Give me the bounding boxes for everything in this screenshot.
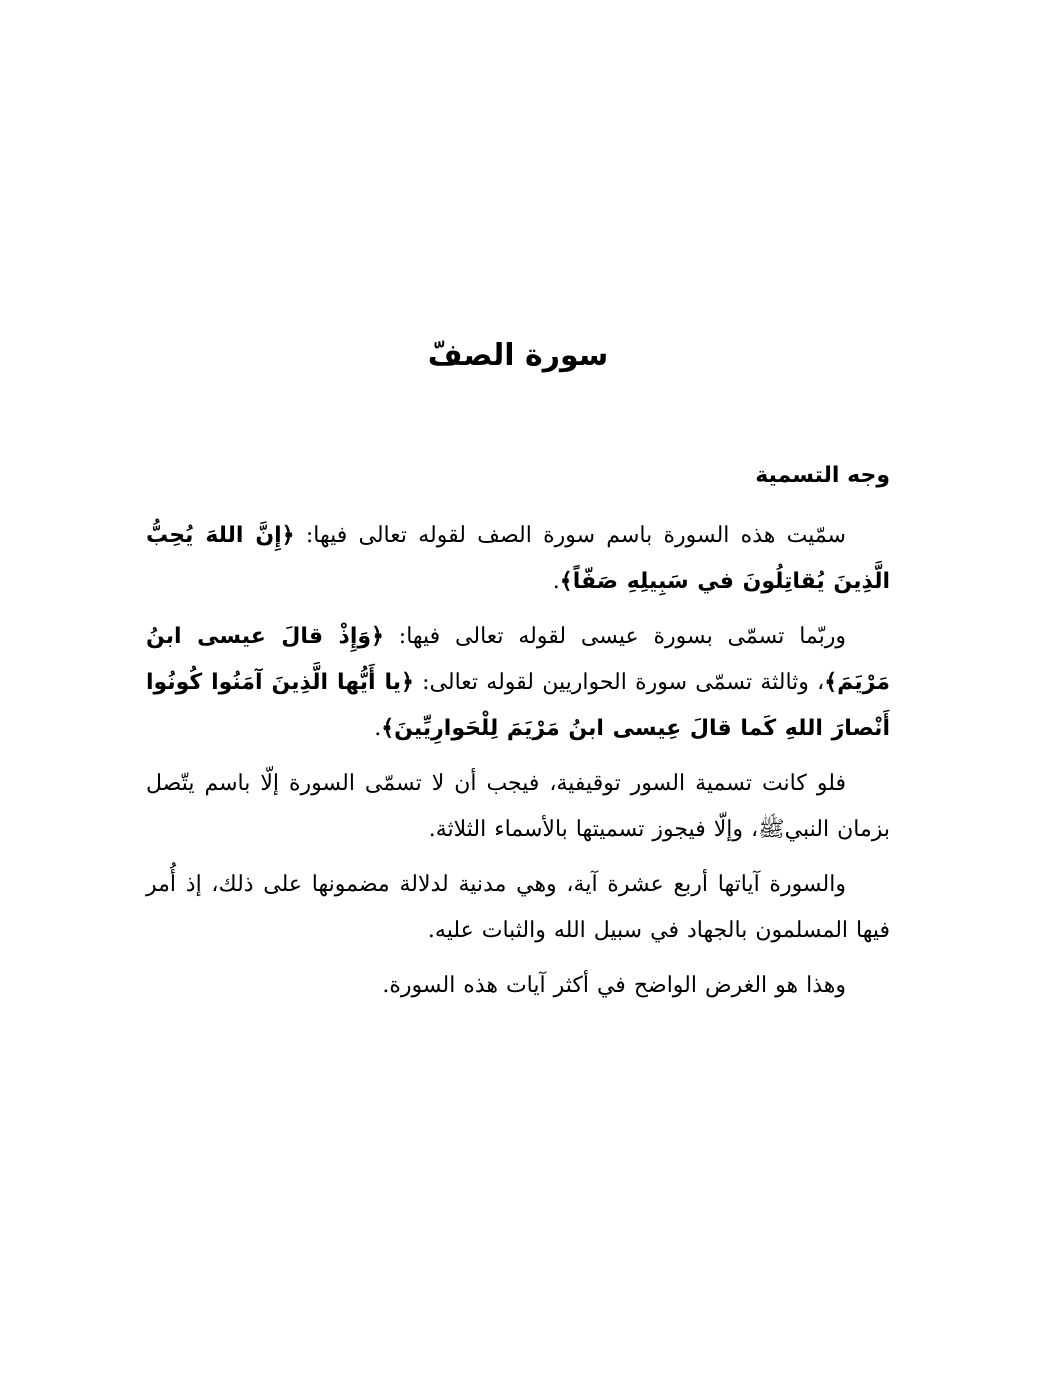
paragraph-other-names xyxy=(146,614,890,752)
document-page xyxy=(146,0,890,1395)
quran-verse: ﴿وَإِذْ قالَ عيسى ابنُ مَرْيَمَ﴾ xyxy=(146,624,890,695)
paragraph-text: . xyxy=(552,569,560,594)
paragraph-verse-count: والسورة آياتها أربع عشرة آية، وهي مدنية لدلالة مضمونها على ذلك، إذ أُمر فيها المسلمون بالجهاد في سبيل الله والثبات عليه. xyxy=(146,872,890,943)
paragraph-text: ، وثالثة تسمّى سورة الحواريين لقوله تعالى: xyxy=(413,670,825,695)
paragraph-main-purpose: وهذا هو الغرض الواضح في أكثر آيات هذه السورة. xyxy=(382,973,846,998)
paragraph-text: . xyxy=(374,716,382,741)
paragraph-text: سمّيت هذه السورة باسم سورة الصف لقوله تعالى فيها: xyxy=(294,523,846,548)
surah-title: سورة الصفّ xyxy=(427,338,609,373)
paragraph-naming-rule: فلو كانت تسمية السور توقيفية، فيجب أن لا تسمّى السورة إلّا باسم يتّصل بزمان النبيﷺ، وإلّا فيجوز تسميتها بالأسماء الثلاثة. xyxy=(146,771,890,842)
paragraph-text: وربّما تسمّى بسورة عيسى لقوله تعالى فيها: xyxy=(383,624,846,649)
body-text xyxy=(146,513,890,1018)
paragraph-naming xyxy=(146,513,890,605)
quran-verse: ﴿يا أَيُّها الَّذِينَ آمَنُوا كُونُوا أَنْصارَ اللهِ كَما قالَ عِيسى ابنُ مَرْيَمَ لِلْحَوارِيِّينَ﴾ xyxy=(146,670,890,741)
section-heading: وجه التسمية xyxy=(755,463,890,488)
quran-verse: ﴿إِنَّ اللهَ يُحِبُّ الَّذِينَ يُقاتِلُونَ في سَبِيلِهِ صَفّاً﴾ xyxy=(146,523,890,594)
